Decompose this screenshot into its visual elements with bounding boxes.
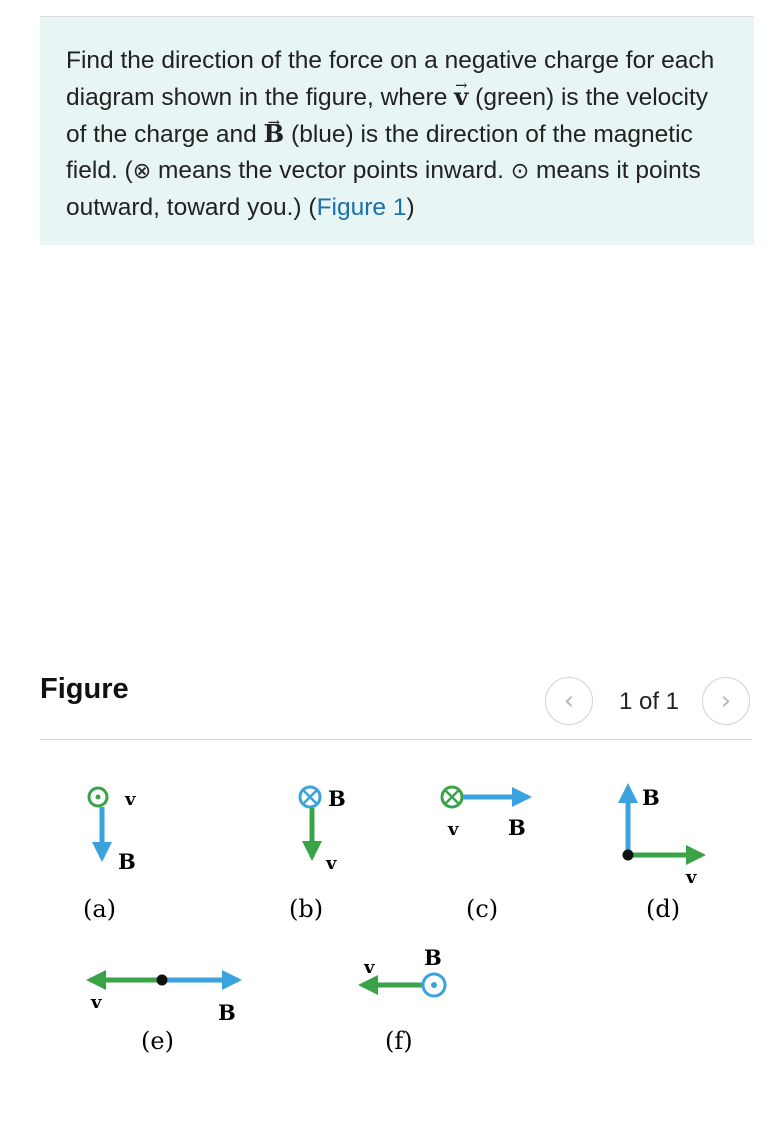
field-out-of-page-dot — [431, 982, 437, 988]
panel-label-f: (f) — [385, 1027, 413, 1055]
field-label: B — [328, 786, 346, 811]
panel-f — [362, 945, 445, 1055]
panel-label-a: (a) — [83, 895, 117, 923]
next-figure-button[interactable] — [702, 677, 750, 725]
panel-e — [90, 975, 238, 1056]
field-label: B — [218, 1000, 236, 1025]
problem-text-segment: (green) is the velocity of the charge and — [66, 84, 709, 148]
into-page-symbol: ⊗ — [132, 159, 152, 184]
panel-a — [83, 788, 136, 923]
velocity-label: v — [125, 789, 136, 810]
field-label: B — [424, 945, 442, 970]
problem-statement-box — [40, 17, 754, 245]
panel-label-b: (b) — [289, 895, 324, 923]
velocity-label: v — [448, 819, 459, 840]
velocity-vector-symbol: → v — [454, 79, 468, 115]
velocity-label: v — [364, 957, 375, 978]
figure-link[interactable]: Figure 1 — [316, 194, 407, 221]
panel-c — [442, 787, 528, 923]
panel-b — [289, 786, 346, 923]
panel-label-e: (e) — [141, 1027, 174, 1055]
field-label: B — [508, 815, 526, 840]
figure-page-count: 1 of 1 — [618, 688, 680, 715]
out-of-page-symbol: ⊙ — [510, 159, 530, 184]
figure-heading: Figure — [40, 673, 129, 705]
charge-dot — [157, 975, 168, 986]
problem-text-segment: Find the direction of the force on a negative charge for each diagram shown in the figure, where — [66, 47, 715, 111]
velocity-out-of-page-dot — [96, 795, 101, 800]
velocity-label: v — [91, 992, 102, 1013]
chevron-left-icon: ‹ — [563, 686, 575, 716]
problem-text-segment: means the vector points inward. — [151, 157, 511, 184]
problem-text-segment: (blue) is the direction of the magnetic field. ( — [66, 121, 693, 184]
magnetic-force-diagram — [0, 745, 774, 1065]
panel-label-c: (c) — [466, 895, 499, 923]
problem-text-segment: ) — [406, 194, 415, 221]
problem-text — [66, 43, 728, 226]
field-vector-symbol: → B — [264, 116, 285, 152]
field-label: B — [642, 785, 660, 810]
problem-text-segment: means it points outward, toward you.) ( — [66, 157, 701, 221]
field-label: B — [118, 849, 136, 874]
previous-figure-button[interactable] — [545, 677, 593, 725]
velocity-label: v — [326, 853, 337, 874]
figure-divider — [40, 739, 752, 740]
panel-d — [623, 785, 703, 923]
chevron-right-icon: › — [720, 686, 732, 716]
charge-dot — [623, 850, 634, 861]
panel-label-d: (d) — [646, 895, 681, 923]
velocity-label: v — [686, 867, 697, 888]
